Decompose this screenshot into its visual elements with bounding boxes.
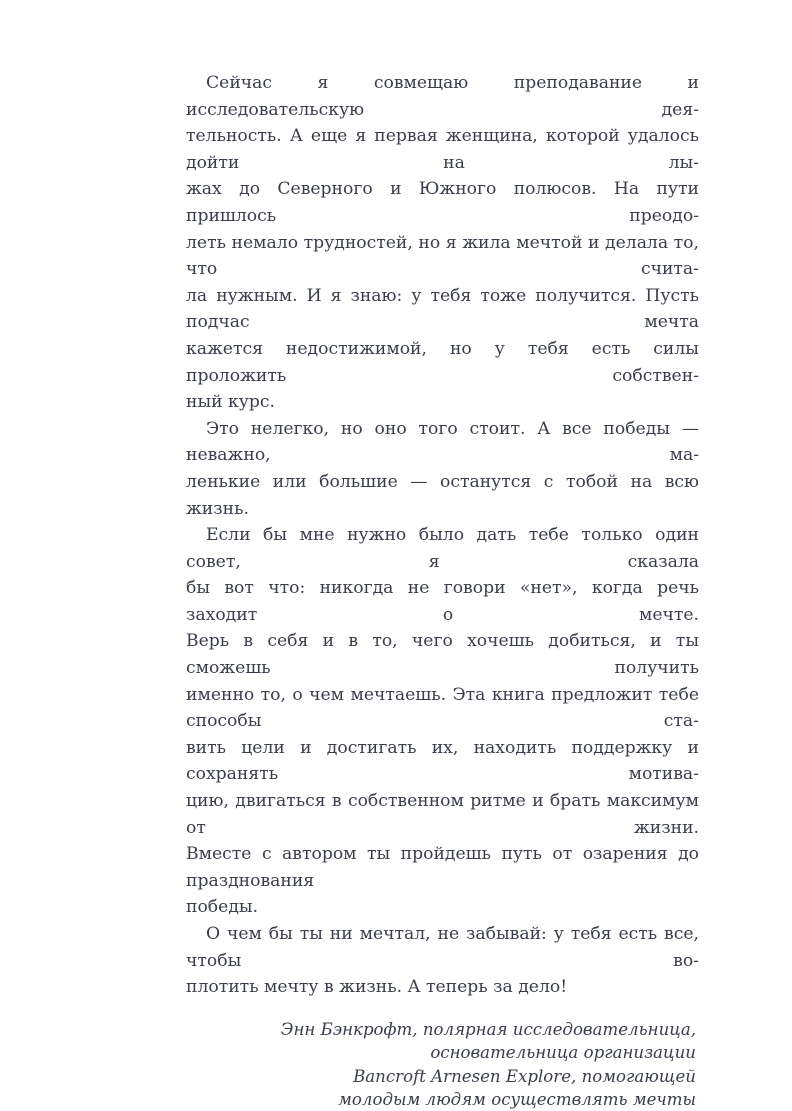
text-line: Если бы мне нужно было дать тебе только один совет, я сказала — [186, 525, 699, 572]
text-line: Сейчас я совмещаю преподавание и исследовательскую дея- — [186, 73, 699, 120]
text-line: жах до Северного и Южного полюсов. На пути пришлось преодо- — [186, 179, 699, 226]
text-line: кажется недостижимой, но у тебя есть силы проложить собствен- — [186, 338, 699, 386]
text-line: леть немало трудностей, но я жила мечтой и делала то, что счита- — [186, 232, 699, 280]
signature-line: основательница организации — [430, 1043, 696, 1063]
text-line: плотить мечту в жизнь. А теперь за дело! — [186, 977, 568, 998]
paragraph-4 — [186, 921, 699, 1001]
paragraph-2 — [186, 416, 699, 522]
text-line: победы. — [186, 897, 259, 918]
signature-line: молодым людям осуществлять мечты — [338, 1090, 696, 1109]
text-line: Верь в себя и в то, чего хочешь добиться, и ты сможешь получить — [186, 631, 699, 679]
text-line: бы вот что: никогда не говори «нет», когда речь заходит о мечте. — [186, 578, 699, 625]
signature-line: Bancroft Arnesen Explore, помогающей — [353, 1066, 696, 1086]
text-line: ла нужным. И я знаю: у тебя тоже получится. Пусть подчас мечта — [186, 285, 699, 333]
text-line: вить цели и достигать их, находить поддержку и сохранять мотива- — [186, 737, 699, 785]
text-line: ленькие или большие — останутся с тобой на всю жизнь. — [186, 471, 699, 519]
signature-line: Энн Бэнкрофт, полярная исследовательница, — [280, 1019, 696, 1039]
author-signature — [186, 1018, 699, 1111]
text-line: тельность. А еще я первая женщина, которой удалось дойти на лы- — [186, 126, 699, 173]
text-line: Это нелегко, но оно того стоит. А все победы — неважно, ма- — [186, 418, 699, 466]
paragraph-3 — [186, 522, 699, 921]
text-line: цию, двигаться в собственном ритме и брать максимум от жизни. — [186, 791, 699, 838]
text-line: именно то, о чем мечтаешь. Эта книга предложит тебе способы ста- — [186, 684, 699, 732]
text-line: Вместе с автором ты пройдешь путь от озарения до празднования — [186, 844, 699, 891]
paragraph-1 — [186, 70, 699, 416]
book-page — [186, 70, 699, 1111]
text-line: ный курс. — [186, 392, 276, 413]
text-line: О чем бы ты ни мечтал, не забывай: у тебя есть все, чтобы во- — [186, 924, 699, 971]
